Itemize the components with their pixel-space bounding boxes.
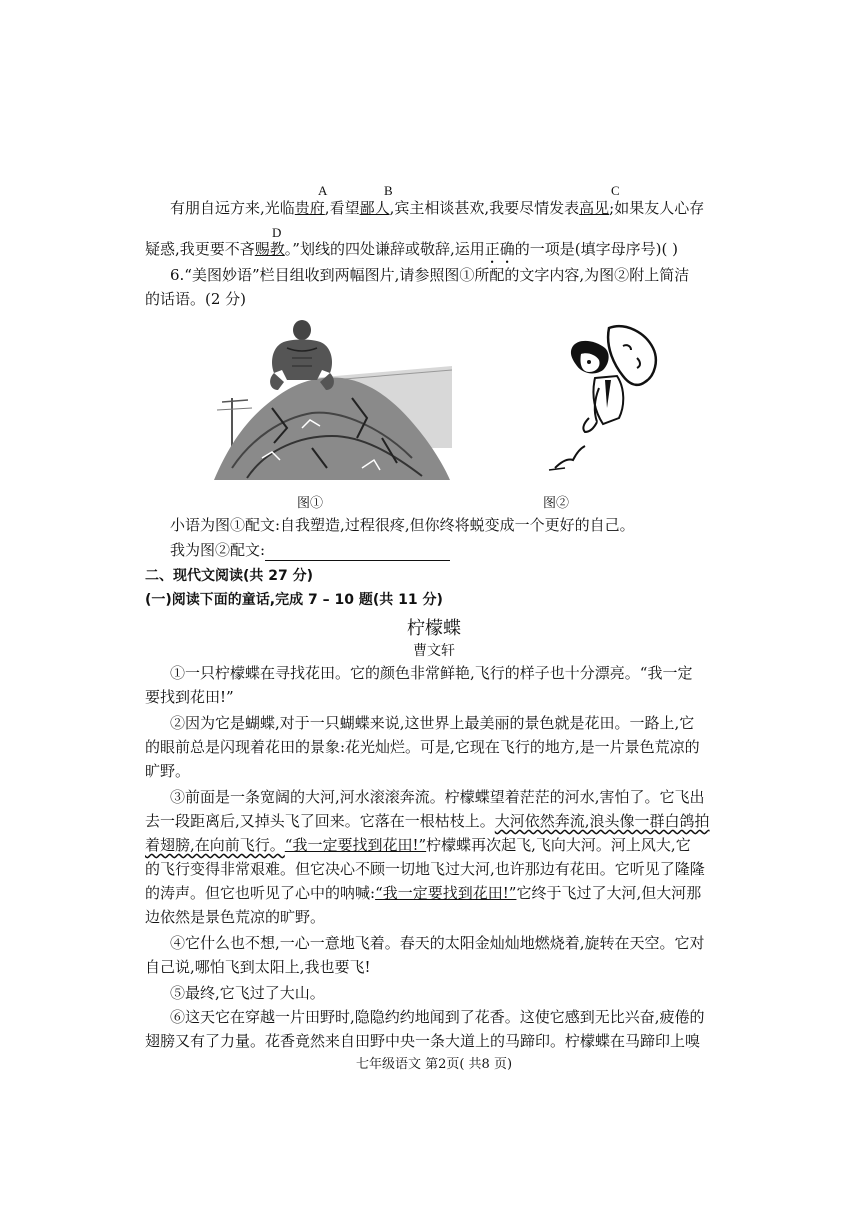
text-span: 柠檬蝶再次起飞,飞向大河。河上风大,它 [426, 836, 691, 854]
figure-2-caption: 图② [543, 496, 570, 511]
text-span: 疑惑,我更要不吝 [145, 240, 255, 258]
sample-caption-line: 小语为图①配文:自我塑造,过程很疼,但你终将蜕变成一个更好的自己。 [170, 516, 635, 534]
underlined-word-c: 高见 [579, 199, 610, 217]
para-3-line-4: 的飞行变得非常艰难。但它决心不顾一切地飞过大河,也许那边有花田。它听见了隆隆 [145, 860, 705, 878]
para-2-line-2: 的眼前总是闪现着花田的景象:花光灿烂。可是,它现在飞行的地方,是一片景色荒凉的 [145, 738, 700, 756]
underlined-quote: “我一定要找到花田!” [375, 884, 517, 902]
figure-1-sculptor-image [212, 318, 452, 483]
story-title: 柠檬蝶 [407, 618, 461, 639]
figure-1-drawing [212, 318, 452, 483]
wavy-underlined-sentence-end: 着翅膀,在向前飞行。 [145, 836, 285, 854]
text-span: 它终于飞过了大河,但大河那 [516, 884, 702, 902]
para-6-line-2: 翅膀又有了力量。花香竟然来自田野中央一条大道上的马蹄印。柠檬蝶在马蹄印上嗅 [145, 1032, 701, 1050]
para-4-line-1: ④它什么也不想,一心一意地飞着。春天的太阳金灿灿地燃烧着,旋转在天空。它对 [170, 934, 705, 952]
para-5-line-1: ⑤最终,它飞过了大山。 [170, 984, 325, 1002]
underlined-word-a: 贵府 [294, 199, 325, 217]
wavy-underlined-sentence: 大河依然奔流,浪头像一群白鸽拍 [494, 812, 710, 830]
choice-mark-a: A [318, 183, 328, 198]
choice-mark-c: C [611, 183, 620, 198]
para-2-line-1: ②因为它是蝴蝶,对于一只蝴蝶来说,这世界上最美丽的景色就是花田。一路上,它 [170, 714, 695, 732]
choice-mark-b: B [384, 183, 393, 198]
figure-1-caption: 图① [297, 496, 324, 511]
para-2-line-3: 旷野。 [145, 762, 191, 780]
para-3-line-6: 边依然是景色荒凉的旷野。 [145, 908, 326, 926]
para-3-line-5 [145, 882, 701, 904]
para-3-line-1: ③前面是一条宽阔的大河,河水滚滚奔流。柠檬蝶望着茫茫的河水,害怕了。它飞出 [170, 788, 705, 806]
underlined-quote: “我一定要找到花田!” [284, 836, 427, 854]
story-author: 曹文轩 [413, 643, 455, 659]
text-span: ;如果友人心存 [609, 199, 705, 217]
text-span: 。”划线的四处谦辞或敬辞,运用 [284, 240, 485, 258]
para-1-line-2: 要找到花田!” [145, 688, 234, 706]
underlined-word-d: 赐教 [254, 240, 285, 258]
underlined-word-b: 鄙人 [359, 199, 390, 217]
q5-line-2 [145, 238, 678, 267]
para-4-line-2: 自己说,哪怕飞到太阳上,我也要飞! [145, 958, 371, 976]
dotted-word: 正确 [484, 240, 515, 258]
sub-section-heading: (一)阅读下面的童话,完成 7 – 10 题(共 11 分) [145, 592, 443, 608]
answer-label: 我为图②配文: [170, 541, 266, 559]
text-span: 的一项是(填字母序号)( ) [514, 240, 678, 258]
answer-line [170, 539, 450, 561]
section-heading: 二、现代文阅读(共 27 分) [145, 568, 314, 584]
text-span: 有朋自远方来,光临 [170, 199, 295, 217]
q5-line-1 [170, 197, 704, 219]
page-footer: 七年级语文 第2页( 共8 页) [355, 1057, 513, 1072]
q6-line-2: 的话语。(2 分) [145, 290, 247, 308]
para-1-line-1: ①一只柠檬蝶在寻找花田。它的颜色非常鲜艳,飞行的样子也十分漂亮。“我一定 [170, 664, 693, 682]
figure-2-drawing [545, 318, 665, 473]
q6-line-1: 6.“美图妙语”栏目组收到两幅图片,请参照图①所配的文字内容,为图②附上简洁 [170, 266, 690, 284]
para-6-line-1: ⑥这天它在穿越一片田野时,隐隐约约地闻到了花香。这使它感到无比兴奋,疲倦的 [170, 1008, 705, 1026]
text-span: 的涛声。但它也听见了心中的呐喊: [145, 884, 376, 902]
text-span: ,宾主相谈甚欢,我要尽情发表 [389, 199, 580, 217]
para-3-line-2 [145, 810, 710, 832]
figure-2-cartoon-image [545, 318, 665, 473]
choice-mark-d: D [272, 225, 282, 240]
text-span: ,看望 [324, 199, 360, 217]
answer-blank[interactable] [265, 544, 450, 561]
text-span: 去一段距离后,又掉头飞了回来。它落在一根枯枝上。 [145, 812, 495, 830]
para-3-line-3 [145, 834, 691, 856]
